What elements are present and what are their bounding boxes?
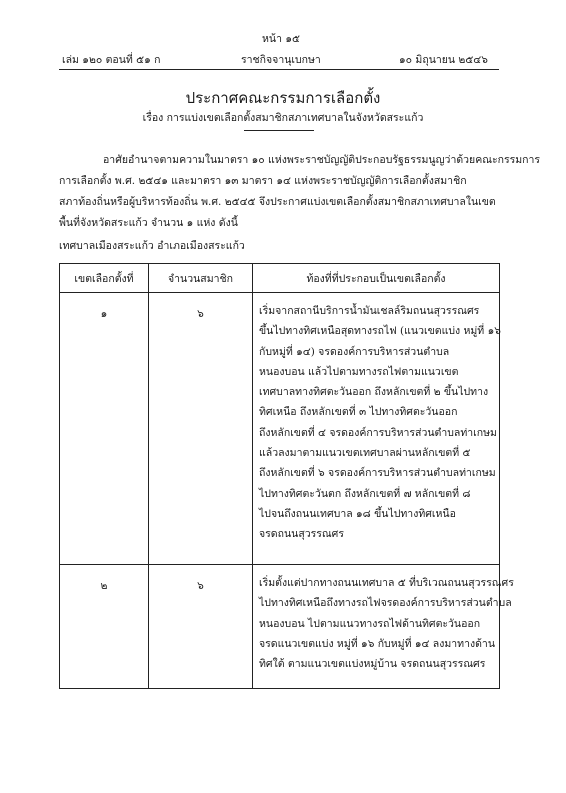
municipality-heading: เทศบาลเมืองสระแก้ว อำเภอเมืองสระแก้ว xyxy=(59,240,245,252)
area-line: เทศบาลทางทิศตะวันออก ถึงหลักเขตที่ ๒ ขึ้นไปทาง xyxy=(259,386,489,399)
title-underline xyxy=(244,130,314,131)
area-line: หนองบอน แล้วไปตามทางรถไฟตามแนวเขต xyxy=(259,365,459,378)
intro-line: พื้นที่จังหวัดสระแก้ว จำนวน ๑ แห่ง ดังนี้ xyxy=(59,217,238,229)
area-description xyxy=(253,293,500,565)
announcement-subject: เรื่อง การแบ่งเขตเลือกตั้งสมาชิกสภาเทศบาลในจังหวัดสระแก้ว xyxy=(142,112,424,124)
announcement-title: ประกาศคณะกรรมการเลือกตั้ง xyxy=(185,89,381,107)
area-line: หนองบอน ไปตามแนวทางรถไฟด้านทิศตะวันออก xyxy=(259,617,481,630)
area-line: ทิศเหนือ ถึงหลักเขตที่ ๓ ไปทางทิศตะวันออก xyxy=(259,406,458,419)
table-row xyxy=(60,565,500,689)
electoral-zone-table xyxy=(59,263,514,689)
area-line: ถึงหลักเขตที่ ๔ จรดองค์การบริหารส่วนตำบลท่าเกษม xyxy=(259,426,497,439)
column-header-members: จำนวนสมาชิก xyxy=(149,264,253,293)
area-line: จรดถนนสุวรรณศร xyxy=(259,528,344,541)
volume-issue: เล่ม ๑๒๐ ตอนที่ ๕๑ ก xyxy=(62,54,161,66)
area-line: ขึ้นไปทางทิศเหนือสุดทางรถไฟ (แนวเขตแบ่ง หมู่ที่ ๑๖ xyxy=(259,325,501,338)
header-divider xyxy=(59,69,499,70)
area-line: จรดแนวเขตแบ่ง หมู่ที่ ๑๖ กับหมู่ที่ ๑๔ ลงมาทางด้าน xyxy=(259,637,495,650)
area-description xyxy=(253,565,514,689)
zone-number: ๒ xyxy=(60,565,149,689)
area-line: เริ่มตั้งแต่ปากทางถนนเทศบาล ๕ ที่บริเวณถนนสุวรรณศร xyxy=(259,577,514,589)
area-line: ไปทางทิศตะวันตก ถึงหลักเขตที่ ๗ หลักเขตที่ ๘ xyxy=(259,487,471,500)
gazette-date: ๑๐ มิถุนายน ๒๕๔๖ xyxy=(399,54,488,66)
intro-line: การเลือกตั้ง พ.ศ. ๒๕๔๑ และมาตรา ๑๓ มาตรา ๑๔ แห่งพระราชบัญญัติการเลือกตั้งสมาชิก xyxy=(59,175,467,187)
area-line: ทิศใต้ ตามแนวเขตแบ่งหมู่บ้าน จรดถนนสุวรรณศร xyxy=(259,658,486,671)
zone-number: ๑ xyxy=(60,293,149,565)
area-line: กับหมู่ที่ ๑๔) จรดองค์การบริหารส่วนตำบล xyxy=(259,345,450,358)
column-header-area: ท้องที่ที่ประกอบเป็นเขตเลือกตั้ง xyxy=(253,264,500,293)
intro-line: สภาท้องถิ่นหรือผู้บริหารท้องถิ่น พ.ศ. ๒๕๔๕ จึงประกาศแบ่งเขตเลือกตั้งสมาชิกสภาเทศบาลในเขต xyxy=(59,196,496,208)
gazette-name: ราชกิจจานุเบกษา xyxy=(241,54,321,66)
area-line: ถึงหลักเขตที่ ๖ จรดองค์การบริหารส่วนตำบลท่าเกษม xyxy=(259,467,496,480)
member-count: ๖ xyxy=(149,565,253,689)
member-count: ๖ xyxy=(149,293,253,565)
column-header-zone: เขตเลือกตั้งที่ xyxy=(60,264,149,293)
area-line: ไปทางทิศเหนือถึงทางรถไฟจรดองค์การบริหารส่วนตำบล xyxy=(259,597,512,610)
table-row xyxy=(60,293,500,565)
area-line: เริ่มจากสถานีบริการน้ำมันเชลล์ริมถนนสุวรรณศร xyxy=(259,305,480,317)
page-number: หน้า ๑๕ xyxy=(262,33,300,45)
area-line: ไปจนถึงถนนเทศบาล ๑๘ ขึ้นไปทางทิศเหนือ xyxy=(259,507,456,520)
intro-line: อาศัยอำนาจตามความในมาตรา ๑๐ แห่งพระราชบัญญัติประกอบรัฐธรรมนูญว่าด้วยคณะกรรมการ xyxy=(103,154,541,166)
area-line: แล้วลงมาตามแนวเขตเทศบาลผ่านหลักเขตที่ ๕ xyxy=(259,447,471,460)
table-header-row xyxy=(60,264,500,293)
